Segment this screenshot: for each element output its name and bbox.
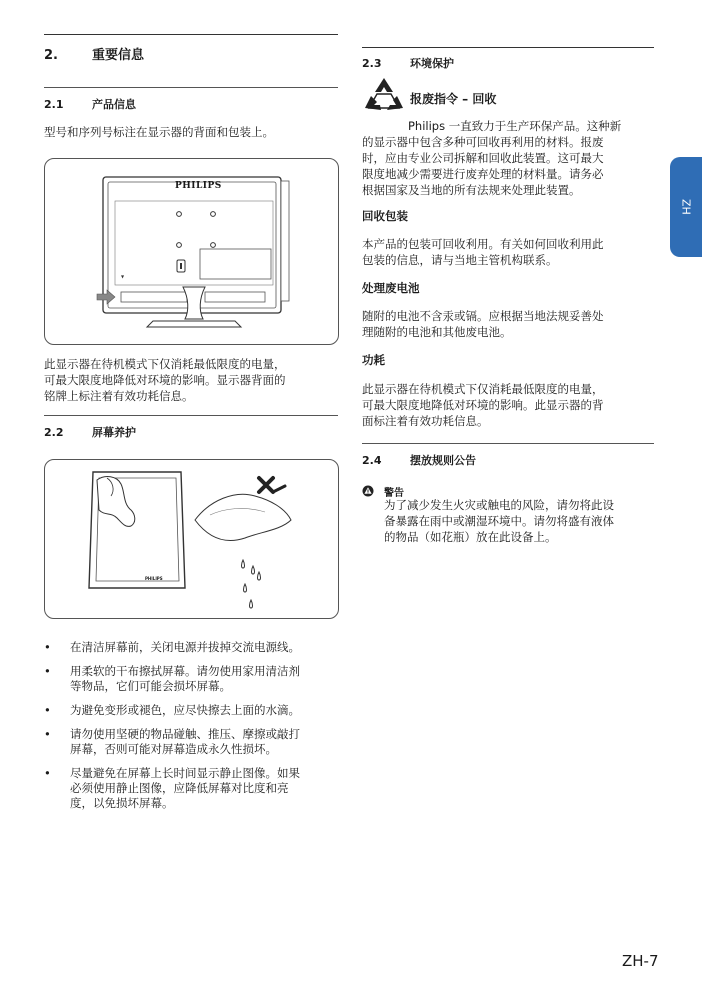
list-item-line: 用柔软的干布擦拭屏幕。请勿使用家用清洁剂 [70, 664, 300, 678]
screen-care-figure [44, 459, 339, 619]
s24-number: 2.4 [362, 454, 382, 467]
battery-line: 理随附的电池和其他废电池。 [362, 325, 512, 339]
list-item [44, 727, 340, 757]
s21-rule [44, 87, 338, 88]
env-line: Philips 一直致力于生产环保产品。这种新 [408, 119, 622, 133]
pack-line: 包装的信息，请与当地主管机构联系。 [362, 253, 558, 267]
list-item [44, 640, 340, 655]
right-power-line: 此显示器在待机模式下仅消耗最低限度的电量， [362, 382, 604, 396]
s21-text: 型号和序列号标注在显示器的背面和包装上。 [44, 125, 274, 139]
s21-number: 2.1 [44, 98, 64, 111]
s22-rule [44, 415, 338, 416]
s21-heading [44, 96, 136, 112]
list-item-line: 尽量避免在屏幕上长时间显示静止图像。如果 [70, 766, 300, 780]
language-tab-label: ZH [679, 199, 693, 215]
list-item [44, 766, 340, 811]
list-item [44, 703, 340, 718]
list-item [44, 664, 340, 694]
list-item-line: 请勿使用坚硬的物品碰触、推压、摩擦或敲打 [70, 727, 300, 741]
env-line: 的显示器中包含多种可回收再利用的材料。报废 [362, 135, 604, 149]
section-title: 重要信息 [92, 48, 145, 63]
monitor-back-figure [44, 158, 339, 345]
pack-text [362, 236, 604, 268]
list-item-line: 在清洁屏幕前，关闭电源并拔掉交流电源线。 [70, 640, 300, 654]
list-item-line: 为避免变形或褪色，应尽快擦去上面的水滴。 [70, 703, 300, 717]
right-power-text [362, 381, 604, 429]
language-tab [670, 157, 702, 257]
warning-text [384, 497, 614, 545]
warning-title: 警告 [384, 488, 404, 499]
battery-title: 处理废电池 [362, 281, 420, 295]
section-heading [44, 44, 144, 63]
screen-care-list [44, 640, 340, 820]
s21-title: 产品信息 [92, 98, 136, 111]
env-line: 时，应由专业公司拆解和回收此装置。这可最大 [362, 151, 604, 165]
section-number: 2. [44, 48, 58, 63]
s22-number: 2.2 [44, 426, 64, 439]
s24-title: 摆放规则公告 [410, 454, 476, 467]
env-text [362, 118, 656, 198]
list-item-line: 等物品，它们可能会损坏屏幕。 [70, 679, 231, 693]
svg-text:▼: ▼ [121, 274, 125, 279]
warning-line: 为了减少发生火灾或触电的风险，请勿将此设 [384, 498, 614, 512]
list-item-line: 度，以免损坏屏幕。 [70, 796, 174, 810]
right-power-line: 面标注着有效功耗信息。 [362, 414, 489, 428]
screen-brand-logo: PHILIPS [145, 576, 163, 581]
s24-heading [362, 452, 476, 468]
s22-title: 屏幕养护 [92, 426, 136, 439]
screen-care-illustration [45, 460, 338, 618]
s23-number: 2.3 [362, 57, 382, 70]
pack-title: 回收包装 [362, 209, 408, 223]
page-number: ZH-7 [622, 952, 659, 970]
env-line: 根据国家及当地的所有法规来处理此装置。 [362, 183, 581, 197]
s23-heading [362, 55, 454, 71]
s22-heading [44, 424, 136, 440]
list-item-line: 必须使用静止图像，应降低屏幕对比度和亮 [70, 781, 289, 795]
right-power-line: 可最大限度地降低对环境的影响。此显示器的背 [362, 398, 604, 412]
warning-line: 备暴露在雨中或潮湿环境中。请勿将盛有液体 [384, 514, 614, 528]
left-power-line: 可最大限度地降低对环境的影响。显示器背面的 [44, 373, 286, 387]
s24-rule [362, 443, 654, 444]
battery-line: 随附的电池不含汞或镉。应根据当地法规妥善处 [362, 309, 604, 323]
weee-title: 报废指令 – 回收 [410, 92, 497, 106]
left-power-line: 此显示器在待机模式下仅消耗最低限度的电量， [44, 357, 286, 371]
left-power-line: 铭牌上标注着有效功耗信息。 [44, 389, 194, 403]
env-line: 限度地减少需要进行废弃处理的材料量。请务必 [362, 167, 604, 181]
section-top-rule [44, 34, 338, 35]
pack-line: 本产品的包装可回收利用。有关如何回收利用此 [362, 237, 604, 251]
power-title: 功耗 [362, 353, 385, 367]
s23-rule [362, 47, 654, 48]
battery-text [362, 308, 604, 340]
warning-icon [362, 485, 374, 497]
list-item-line: 屏幕，否则可能对屏幕造成永久性损坏。 [70, 742, 277, 756]
s23-title: 环境保护 [410, 57, 454, 70]
warning-line: 的物品（如花瓶）放在此设备上。 [384, 530, 557, 544]
monitor-brand-logo: PHILIPS [175, 181, 222, 191]
left-power-text [44, 356, 286, 404]
recycle-icon [363, 74, 405, 116]
